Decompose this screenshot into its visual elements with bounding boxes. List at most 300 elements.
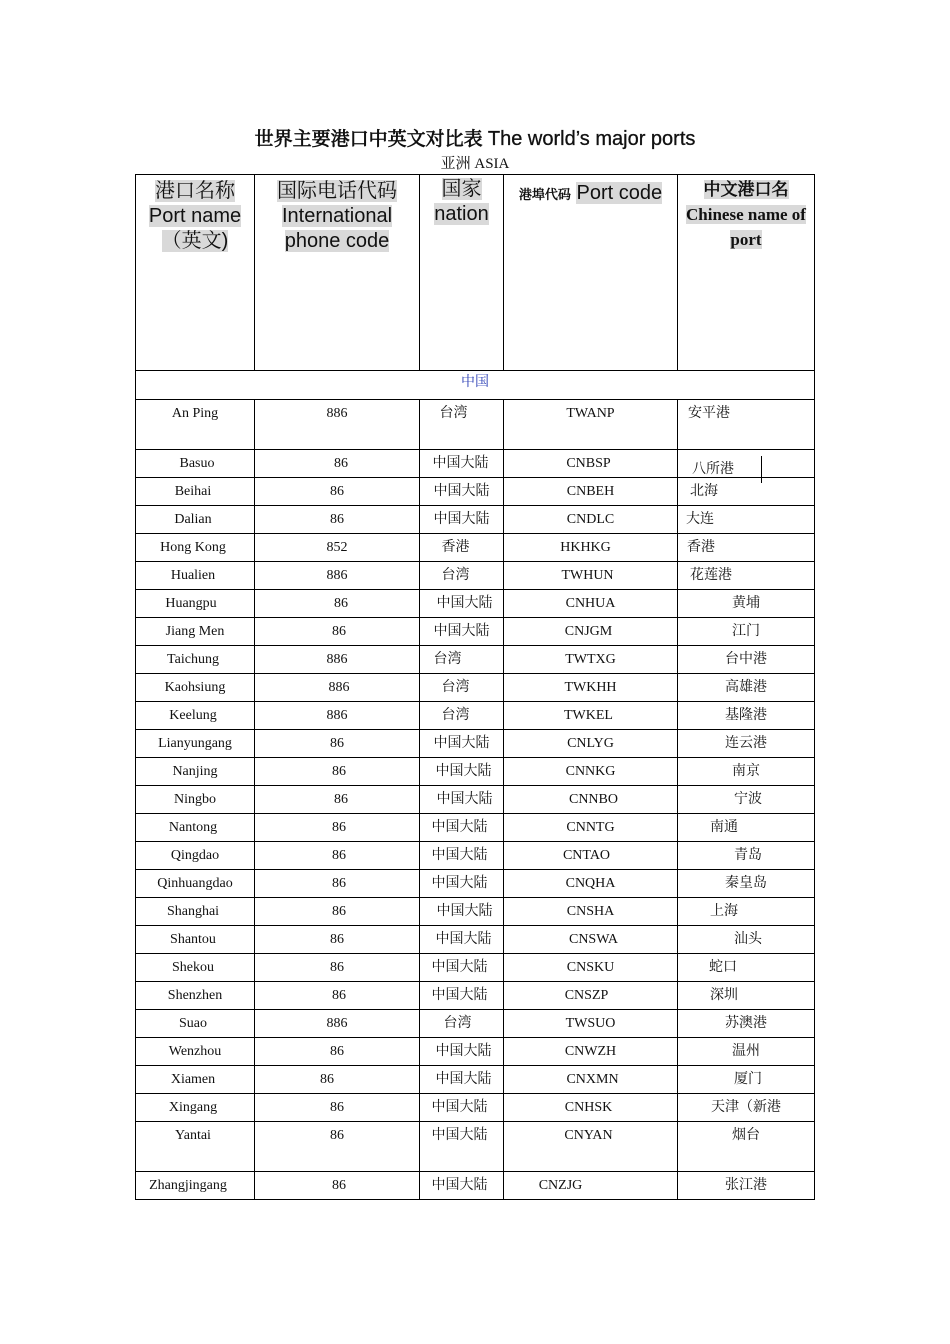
port-name-cell xyxy=(136,506,255,534)
chinese-name-cell xyxy=(678,758,815,786)
nation-text: 台湾 xyxy=(441,708,470,723)
port-code-cell xyxy=(504,562,678,590)
table-row xyxy=(136,1122,815,1172)
port-code-text: CNXMN xyxy=(566,1072,619,1087)
port-name-cell xyxy=(136,478,255,506)
port-name-text: Kaohsiung xyxy=(164,680,226,695)
port-name-text: Nanjing xyxy=(172,764,218,779)
port-code-cell xyxy=(504,814,678,842)
phone-code-text: 86 xyxy=(320,1072,334,1087)
port-code-text: CNZJG xyxy=(538,1178,583,1193)
phone-code-cell xyxy=(255,702,420,730)
subtitle: 亚洲 ASIA xyxy=(440,156,510,172)
chinese-name-text: 安平港 xyxy=(688,406,730,421)
port-name-cell xyxy=(136,1172,255,1200)
port-name-cell xyxy=(136,618,255,646)
port-code-cell xyxy=(504,1094,678,1122)
port-code-text: CNYAN xyxy=(564,1128,613,1143)
port-name-cell xyxy=(136,400,255,450)
nation-text: 台湾 xyxy=(439,406,468,421)
port-name-cell xyxy=(136,954,255,982)
nation-cell xyxy=(420,674,504,702)
phone-code-text: 86 xyxy=(330,1128,344,1143)
nation-text: 中国大陆 xyxy=(431,820,488,835)
port-code-cell xyxy=(504,870,678,898)
port-code-text: CNBEH xyxy=(566,484,615,499)
port-name-text: Nantong xyxy=(168,820,218,835)
phone-code-text: 86 xyxy=(330,1044,344,1059)
chinese-name-subcell xyxy=(678,456,762,483)
port-name-text: Hong Kong xyxy=(160,540,226,555)
port-code-text: CNBSP xyxy=(566,456,611,471)
port-name-cell xyxy=(136,926,255,954)
nation-text: 台湾 xyxy=(441,680,470,695)
table-row xyxy=(136,1172,815,1200)
table-row xyxy=(136,954,815,982)
nation-text: 中国大陆 xyxy=(431,1128,488,1143)
port-name-cell xyxy=(136,450,255,478)
nation-text: 中国大陆 xyxy=(435,1072,492,1087)
table-row xyxy=(136,646,815,674)
phone-code-cell xyxy=(255,590,420,618)
phone-code-cell xyxy=(255,926,420,954)
nation-text: 中国大陆 xyxy=(436,596,493,611)
nation-text: 中国大陆 xyxy=(432,456,489,471)
table-row xyxy=(136,926,815,954)
port-name-text: Basuo xyxy=(179,456,215,471)
port-name-cell xyxy=(136,814,255,842)
port-code-text: TWTXG xyxy=(565,652,616,667)
port-name-text: Keelung xyxy=(169,708,217,723)
phone-code-text: 86 xyxy=(332,764,346,779)
chinese-name-cell xyxy=(678,842,815,870)
nation-text: 中国大陆 xyxy=(435,932,492,947)
port-name-cell xyxy=(136,842,255,870)
header-nation-en: nation xyxy=(434,203,489,225)
nation-cell xyxy=(420,842,504,870)
nation-cell xyxy=(420,478,504,506)
header-row xyxy=(136,175,815,371)
nation-cell xyxy=(420,590,504,618)
chinese-name-cell xyxy=(678,870,815,898)
port-name-text: Zhangjingang xyxy=(149,1178,227,1193)
region-label: 中国 xyxy=(136,371,815,400)
nation-cell xyxy=(420,506,504,534)
port-name-cell xyxy=(136,590,255,618)
phone-code-text: 86 xyxy=(330,736,344,751)
port-name-text: Yantai xyxy=(175,1128,211,1143)
header-port-name xyxy=(136,175,255,371)
chinese-name-text: 汕头 xyxy=(734,932,762,947)
chinese-name-cell xyxy=(678,400,815,450)
port-code-text: CNHUA xyxy=(565,596,616,611)
port-code-text: CNNKG xyxy=(565,764,616,779)
port-code-text: CNSKU xyxy=(566,960,615,975)
phone-code-cell xyxy=(255,506,420,534)
nation-cell xyxy=(420,400,504,450)
chinese-name-cell xyxy=(678,898,815,926)
phone-code-text: 86 xyxy=(334,596,348,611)
ports-table xyxy=(135,174,815,1200)
port-code-text: CNNTG xyxy=(566,820,615,835)
port-name-cell xyxy=(136,870,255,898)
port-name-cell xyxy=(136,982,255,1010)
nation-text: 中国大陆 xyxy=(436,792,493,807)
phone-code-text: 86 xyxy=(332,1178,346,1193)
chinese-name-text: 南京 xyxy=(732,764,760,779)
table-row xyxy=(136,730,815,758)
chinese-name-text: 大连 xyxy=(686,512,714,527)
chinese-name-cell xyxy=(678,982,815,1010)
chinese-name-text: 八所港 xyxy=(692,462,734,477)
header-chinese-name-en: Chinese name of port xyxy=(686,205,806,249)
nation-text: 香港 xyxy=(441,540,470,555)
nation-cell xyxy=(420,926,504,954)
phone-code-cell xyxy=(255,618,420,646)
chinese-name-cell xyxy=(678,814,815,842)
nation-cell xyxy=(420,730,504,758)
port-code-cell xyxy=(504,898,678,926)
chinese-name-text: 北海 xyxy=(690,484,718,499)
nation-cell xyxy=(420,1122,504,1172)
port-name-cell xyxy=(136,730,255,758)
table-row xyxy=(136,534,815,562)
port-name-cell xyxy=(136,898,255,926)
port-name-cell xyxy=(136,1094,255,1122)
chinese-name-text: 南通 xyxy=(710,820,738,835)
nation-text: 中国大陆 xyxy=(433,484,490,499)
table-row xyxy=(136,674,815,702)
chinese-name-text: 香港 xyxy=(687,540,715,555)
chinese-name-text: 烟台 xyxy=(732,1128,760,1143)
port-code-text: CNLYG xyxy=(567,736,614,751)
table-row xyxy=(136,562,815,590)
table-row xyxy=(136,870,815,898)
port-code-text: CNSWA xyxy=(568,932,618,947)
port-code-cell xyxy=(504,1066,678,1094)
chinese-name-cell xyxy=(678,1172,815,1200)
chinese-name-cell xyxy=(678,674,815,702)
port-name-text: Xiamen xyxy=(170,1072,216,1087)
chinese-name-text: 花莲港 xyxy=(690,568,732,583)
phone-code-cell xyxy=(255,534,420,562)
nation-text: 中国大陆 xyxy=(431,848,488,863)
phone-code-text: 86 xyxy=(332,988,346,1003)
table-row xyxy=(136,506,815,534)
port-name-text: Dalian xyxy=(174,512,212,527)
title-english: The world’s major ports xyxy=(487,128,696,150)
port-name-text: Beihai xyxy=(174,484,212,499)
port-name-cell xyxy=(136,1066,255,1094)
port-name-cell xyxy=(136,646,255,674)
phone-code-text: 852 xyxy=(326,540,348,555)
phone-code-cell xyxy=(255,758,420,786)
nation-cell xyxy=(420,1066,504,1094)
port-code-cell xyxy=(504,786,678,814)
phone-code-cell xyxy=(255,1094,420,1122)
phone-code-text: 86 xyxy=(332,904,346,919)
port-name-text: Hualien xyxy=(170,568,216,583)
phone-code-cell xyxy=(255,1122,420,1172)
header-phone-code-en: International phone code xyxy=(281,205,393,252)
port-code-cell xyxy=(504,926,678,954)
port-code-text: CNSZP xyxy=(564,988,609,1003)
chinese-name-text: 上海 xyxy=(710,904,738,919)
port-name-cell xyxy=(136,758,255,786)
header-nation-cn: 国家 xyxy=(441,178,482,200)
port-code-text: TWKEL xyxy=(564,708,613,723)
header-phone-code xyxy=(255,175,420,371)
phone-code-cell xyxy=(255,730,420,758)
table-row xyxy=(136,758,815,786)
nation-text: 中国大陆 xyxy=(431,1100,488,1115)
port-code-text: TWANP xyxy=(566,406,615,421)
chinese-name-cell xyxy=(678,702,815,730)
port-code-cell xyxy=(504,730,678,758)
phone-code-cell xyxy=(255,814,420,842)
chinese-name-cell xyxy=(678,730,815,758)
phone-code-cell xyxy=(255,842,420,870)
header-chinese-name xyxy=(678,175,815,371)
nation-text: 台湾 xyxy=(441,568,470,583)
port-code-cell xyxy=(504,842,678,870)
table-row xyxy=(136,842,815,870)
nation-text: 中国大陆 xyxy=(433,512,490,527)
nation-cell xyxy=(420,562,504,590)
chinese-name-text: 宁波 xyxy=(734,792,762,807)
phone-code-text: 86 xyxy=(334,792,348,807)
phone-code-text: 886 xyxy=(326,708,348,723)
phone-code-cell xyxy=(255,898,420,926)
table-row xyxy=(136,590,815,618)
chinese-name-cell xyxy=(678,590,815,618)
nation-cell xyxy=(420,702,504,730)
chinese-name-text: 黄埔 xyxy=(732,596,760,611)
table-row xyxy=(136,1038,815,1066)
nation-text: 中国大陆 xyxy=(431,1178,488,1193)
table-row xyxy=(136,1066,815,1094)
title-chinese: 世界主要港口中英文对比表 xyxy=(254,129,483,150)
chinese-name-text: 深圳 xyxy=(710,988,738,1003)
port-code-text: CNNBO xyxy=(568,792,618,807)
header-chinese-name-cn: 中文港口名 xyxy=(703,180,789,199)
phone-code-text: 86 xyxy=(332,848,346,863)
nation-cell xyxy=(420,786,504,814)
nation-cell xyxy=(420,814,504,842)
chinese-name-text: 天津（新港 xyxy=(711,1100,781,1115)
port-code-text: TWSUO xyxy=(565,1016,616,1031)
table-row xyxy=(136,450,815,478)
port-name-text: Shanghai xyxy=(166,904,220,919)
port-name-text: Taichung xyxy=(167,652,219,667)
phone-code-cell xyxy=(255,478,420,506)
port-name-text: Qinhuangdao xyxy=(157,876,233,891)
header-phone-code-cn: 国际电话代码 xyxy=(277,180,397,202)
port-name-cell xyxy=(136,534,255,562)
phone-code-text: 86 xyxy=(330,932,344,947)
nation-text: 台湾 xyxy=(433,652,462,667)
chinese-name-cell xyxy=(678,786,815,814)
port-code-cell xyxy=(504,982,678,1010)
port-code-cell xyxy=(504,1122,678,1172)
port-code-cell xyxy=(504,758,678,786)
port-name-text: Shenzhen xyxy=(167,988,223,1003)
nation-cell xyxy=(420,534,504,562)
nation-text: 中国大陆 xyxy=(435,764,492,779)
chinese-name-cell xyxy=(678,1094,815,1122)
port-code-cell xyxy=(504,674,678,702)
phone-code-text: 86 xyxy=(330,512,344,527)
phone-code-cell xyxy=(255,1038,420,1066)
port-code-text: HKHKG xyxy=(560,540,611,555)
nation-text: 中国大陆 xyxy=(431,876,488,891)
port-code-cell xyxy=(504,590,678,618)
nation-cell xyxy=(420,646,504,674)
port-code-cell xyxy=(504,478,678,506)
nation-text: 中国大陆 xyxy=(435,1044,492,1059)
phone-code-text: 886 xyxy=(326,568,348,583)
phone-code-cell xyxy=(255,870,420,898)
chinese-name-cell xyxy=(678,450,815,478)
phone-code-cell xyxy=(255,982,420,1010)
nation-text: 台湾 xyxy=(443,1016,472,1031)
port-name-text: Huangpu xyxy=(165,596,217,611)
header-nation xyxy=(420,175,504,371)
table-row xyxy=(136,702,815,730)
chinese-name-cell xyxy=(678,562,815,590)
port-code-text: CNJGM xyxy=(564,624,613,639)
port-code-text: TWKHH xyxy=(564,680,617,695)
phone-code-cell xyxy=(255,1010,420,1038)
port-code-cell xyxy=(504,400,678,450)
chinese-name-cell xyxy=(678,1066,815,1094)
header-port-code-cn: 港埠代码 xyxy=(518,187,571,202)
chinese-name-cell xyxy=(678,1122,815,1172)
phone-code-text: 886 xyxy=(326,1016,348,1031)
nation-cell xyxy=(420,758,504,786)
phone-code-text: 886 xyxy=(326,652,348,667)
chinese-name-cell xyxy=(678,534,815,562)
phone-code-text: 86 xyxy=(334,456,348,471)
nation-cell xyxy=(420,450,504,478)
chinese-name-cell xyxy=(678,1038,815,1066)
chinese-name-cell xyxy=(678,926,815,954)
table-row xyxy=(136,786,815,814)
port-name-cell xyxy=(136,1038,255,1066)
chinese-name-text: 张江港 xyxy=(725,1178,767,1193)
chinese-name-text: 台中港 xyxy=(725,652,767,667)
chinese-name-cell xyxy=(678,1010,815,1038)
port-code-text: CNWZH xyxy=(564,1044,617,1059)
port-name-text: Jiang Men xyxy=(165,624,225,639)
port-code-cell xyxy=(504,1038,678,1066)
port-name-text: Qingdao xyxy=(170,848,220,863)
phone-code-cell xyxy=(255,646,420,674)
nation-cell xyxy=(420,954,504,982)
port-code-text: CNTAO xyxy=(562,848,611,863)
nation-text: 中国大陆 xyxy=(431,960,488,975)
table-row xyxy=(136,1010,815,1038)
phone-code-cell xyxy=(255,400,420,450)
phone-code-cell xyxy=(255,674,420,702)
table-row xyxy=(136,1094,815,1122)
port-name-text: An Ping xyxy=(171,406,219,421)
table-row xyxy=(136,814,815,842)
table-row xyxy=(136,982,815,1010)
port-code-text: CNDLC xyxy=(566,512,615,527)
port-name-cell xyxy=(136,786,255,814)
phone-code-text: 86 xyxy=(332,820,346,835)
nation-cell xyxy=(420,870,504,898)
phone-code-text: 886 xyxy=(328,680,350,695)
port-name-cell xyxy=(136,674,255,702)
table-row xyxy=(136,400,815,450)
port-code-cell xyxy=(504,702,678,730)
region-row xyxy=(136,371,815,400)
document-title xyxy=(0,124,950,151)
phone-code-text: 886 xyxy=(326,406,348,421)
port-code-text: CNQHA xyxy=(565,876,616,891)
port-name-cell xyxy=(136,1010,255,1038)
chinese-name-text: 苏澳港 xyxy=(725,1016,767,1031)
phone-code-cell xyxy=(255,562,420,590)
port-name-cell xyxy=(136,702,255,730)
chinese-name-text: 高雄港 xyxy=(725,680,767,695)
chinese-name-text: 青岛 xyxy=(734,848,762,863)
chinese-name-cell xyxy=(678,506,815,534)
chinese-name-text: 温州 xyxy=(732,1044,760,1059)
phone-code-cell xyxy=(255,1066,420,1094)
port-code-cell xyxy=(504,954,678,982)
chinese-name-cell xyxy=(678,618,815,646)
port-code-cell xyxy=(504,534,678,562)
header-port-name-en: Port name（英文) xyxy=(148,205,242,252)
port-code-text: CNSHA xyxy=(566,904,615,919)
port-code-cell xyxy=(504,1010,678,1038)
chinese-name-text: 连云港 xyxy=(725,736,767,751)
header-port-code xyxy=(504,175,678,371)
port-name-cell xyxy=(136,562,255,590)
port-name-text: Lianyungang xyxy=(158,736,232,751)
port-name-text: Shekou xyxy=(172,960,214,975)
nation-cell xyxy=(420,1010,504,1038)
port-name-text: Shantou xyxy=(170,932,216,947)
port-code-cell xyxy=(504,506,678,534)
port-code-text: CNHSK xyxy=(564,1100,613,1115)
chinese-name-text: 秦皇岛 xyxy=(725,876,767,891)
phone-code-text: 86 xyxy=(330,484,344,499)
port-name-text: Ningbo xyxy=(174,792,216,807)
port-code-cell xyxy=(504,646,678,674)
header-port-code-en: Port code xyxy=(576,182,663,204)
table-row xyxy=(136,898,815,926)
phone-code-text: 86 xyxy=(330,960,344,975)
phone-code-cell xyxy=(255,954,420,982)
phone-code-cell xyxy=(255,1172,420,1200)
port-code-cell xyxy=(504,618,678,646)
chinese-name-cell xyxy=(678,954,815,982)
phone-code-text: 86 xyxy=(332,624,346,639)
nation-text: 中国大陆 xyxy=(436,904,493,919)
chinese-name-text: 厦门 xyxy=(734,1072,762,1087)
port-name-cell xyxy=(136,1122,255,1172)
nation-cell xyxy=(420,1094,504,1122)
header-port-name-cn: 港口名称 xyxy=(155,180,235,202)
chinese-name-text: 蛇口 xyxy=(709,960,737,975)
phone-code-text: 86 xyxy=(332,876,346,891)
phone-code-cell xyxy=(255,786,420,814)
nation-cell xyxy=(420,898,504,926)
